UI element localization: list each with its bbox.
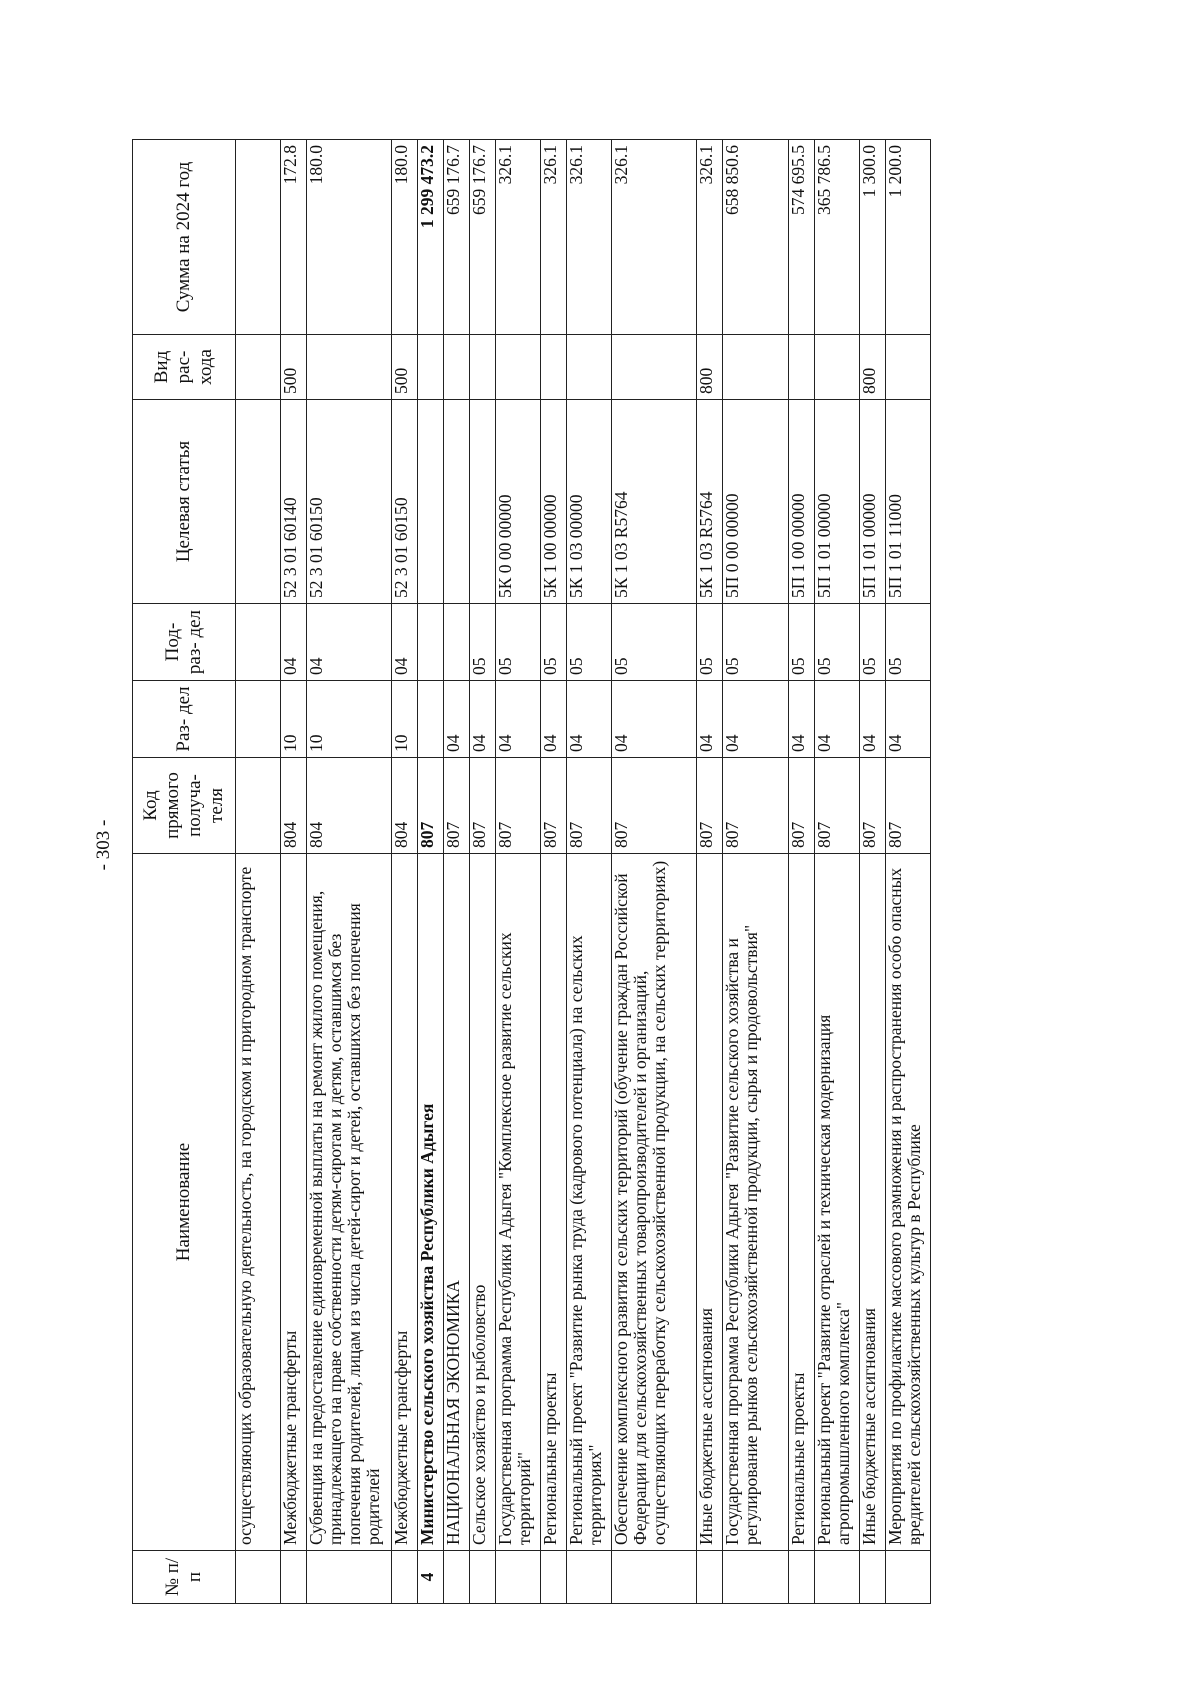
- cell-subsection: 05: [612, 604, 697, 681]
- cell-expense: [815, 335, 860, 400]
- cell-expense: [541, 335, 567, 400]
- table-body: [236, 140, 931, 1604]
- cell-name: Государственная программа Республики Адыгея "Комплексное развитие сельских территорий": [496, 854, 541, 1551]
- cell-section: 04: [541, 681, 567, 758]
- cell-subsection: 04: [307, 604, 392, 681]
- cell-recipient: 807: [612, 758, 697, 854]
- header-recipient: Код прямого получа- теля: [133, 758, 236, 854]
- cell-amount: 326.1: [697, 140, 723, 335]
- cell-num: [723, 1551, 789, 1604]
- cell-name: Сельское хозяйство и рыболовство: [470, 854, 496, 1551]
- cell-subsection: 05: [789, 604, 815, 681]
- cell-recipient: 807: [697, 758, 723, 854]
- cell-section: 10: [392, 681, 418, 758]
- table-row: [541, 140, 567, 1604]
- cell-subsection: [418, 604, 444, 681]
- cell-name: осуществляющих образовательную деятельность, на городском и пригородном транспорте: [236, 854, 281, 1551]
- cell-num: [496, 1551, 541, 1604]
- cell-section: 04: [496, 681, 541, 758]
- cell-num: [567, 1551, 612, 1604]
- cell-recipient: 807: [886, 758, 931, 854]
- cell-amount: 326.1: [541, 140, 567, 335]
- cell-section: [418, 681, 444, 758]
- cell-section: 04: [789, 681, 815, 758]
- table-row: [789, 140, 815, 1604]
- cell-subsection: 05: [723, 604, 789, 681]
- cell-target: [470, 400, 496, 604]
- cell-expense: [886, 335, 931, 400]
- cell-num: [444, 1551, 470, 1604]
- cell-expense: 500: [392, 335, 418, 400]
- cell-name: Межбюджетные трансферты: [281, 854, 307, 1551]
- cell-recipient: 807: [815, 758, 860, 854]
- cell-amount: 1 300.0: [860, 140, 886, 335]
- cell-amount: 365 786.5: [815, 140, 860, 335]
- table-row: [886, 140, 931, 1604]
- cell-name: Региональный проект "Развитие отраслей и техническая модернизация агропромышленного комплекса": [815, 854, 860, 1551]
- cell-section: 04: [723, 681, 789, 758]
- cell-name: Государственная программа Республики Адыгея "Развитие сельского хозяйства и регулирование рынков сельскохозяйственной продукции, сырья и продовольствия": [723, 854, 789, 1551]
- cell-amount: [236, 140, 281, 335]
- cell-amount: 326.1: [612, 140, 697, 335]
- header-expense: Вид рас- хода: [133, 335, 236, 400]
- cell-num: [815, 1551, 860, 1604]
- cell-name: НАЦИОНАЛЬНАЯ ЭКОНОМИКА: [444, 854, 470, 1551]
- cell-expense: [470, 335, 496, 400]
- cell-name: Обеспечение комплексного развития сельских территорий (обучение граждан Российской Федерации для сельскохозяйственных товаропроизводителей и организаций, осуществляющих переработку сельскохозяйственной продукции, на сельских территориях): [612, 854, 697, 1551]
- cell-recipient: 804: [307, 758, 392, 854]
- cell-section: 04: [697, 681, 723, 758]
- table-row: [470, 140, 496, 1604]
- cell-subsection: 05: [567, 604, 612, 681]
- cell-amount: 326.1: [567, 140, 612, 335]
- header-name: Наименование: [133, 854, 236, 1551]
- budget-table: [132, 139, 931, 1604]
- cell-name: Субвенция на предоставление единовременной выплаты на ремонт жилого помещения, принадлежащего на праве собственности детям-сиротам и детям, оставшимся без попечения родителей, лицам из числа детей-сирот и детей, оставшихся без попечения родителей: [307, 854, 392, 1551]
- header-row: [133, 140, 236, 1604]
- cell-expense: [567, 335, 612, 400]
- cell-section: 04: [470, 681, 496, 758]
- table-row: [723, 140, 789, 1604]
- cell-section: 04: [886, 681, 931, 758]
- cell-recipient: 807: [567, 758, 612, 854]
- cell-target: [418, 400, 444, 604]
- cell-expense: [789, 335, 815, 400]
- cell-name: Региональный проект "Развитие рынка труда (кадрового потенциала) на сельских территориях": [567, 854, 612, 1551]
- table-row: [612, 140, 697, 1604]
- cell-name: Межбюджетные трансферты: [392, 854, 418, 1551]
- cell-subsection: 04: [281, 604, 307, 681]
- cell-name: Иные бюджетные ассигнования: [697, 854, 723, 1551]
- cell-target: 5П 1 00 00000: [789, 400, 815, 604]
- cell-num: [697, 1551, 723, 1604]
- cell-name: Мероприятия по профилактике массового размножения и распространения особо опасных вредителей сельскохозяйственных культур в Республике: [886, 854, 931, 1551]
- header-amount: Сумма на 2024 год: [133, 140, 236, 335]
- cell-target: 5К 1 00 00000: [541, 400, 567, 604]
- budget-table-rotated: [132, 140, 1070, 1604]
- cell-target: 5П 0 00 00000: [723, 400, 789, 604]
- cell-expense: [236, 335, 281, 400]
- cell-expense: 500: [281, 335, 307, 400]
- table-row: [815, 140, 860, 1604]
- cell-name: Министерство сельского хозяйства Республики Адыгея: [418, 854, 444, 1551]
- header-subsection: Под- раз- дел: [133, 604, 236, 681]
- table-row: [307, 140, 392, 1604]
- table-row: [392, 140, 418, 1604]
- table-row: [418, 140, 444, 1604]
- cell-subsection: 05: [815, 604, 860, 681]
- cell-target: [444, 400, 470, 604]
- cell-expense: [612, 335, 697, 400]
- cell-subsection: 05: [860, 604, 886, 681]
- cell-subsection: 05: [697, 604, 723, 681]
- cell-num: [470, 1551, 496, 1604]
- cell-amount: 574 695.5: [789, 140, 815, 335]
- cell-target: 5К 1 03 R5764: [697, 400, 723, 604]
- cell-num: [886, 1551, 931, 1604]
- table-row: [236, 140, 281, 1604]
- cell-amount: 1 200.0: [886, 140, 931, 335]
- cell-subsection: [444, 604, 470, 681]
- cell-expense: [444, 335, 470, 400]
- cell-amount: 659 176.7: [444, 140, 470, 335]
- cell-section: [236, 681, 281, 758]
- cell-section: 04: [612, 681, 697, 758]
- cell-expense: [723, 335, 789, 400]
- cell-recipient: 807: [470, 758, 496, 854]
- cell-num: [612, 1551, 697, 1604]
- cell-section: 10: [281, 681, 307, 758]
- cell-num: [236, 1551, 281, 1604]
- page-number: - 303 -: [93, 819, 114, 871]
- cell-name: Региональные проекты: [789, 854, 815, 1551]
- cell-recipient: [236, 758, 281, 854]
- cell-expense: [418, 335, 444, 400]
- cell-section: 10: [307, 681, 392, 758]
- cell-num: [860, 1551, 886, 1604]
- cell-target: 5К 0 00 00000: [496, 400, 541, 604]
- cell-subsection: 04: [392, 604, 418, 681]
- cell-amount: 180.0: [392, 140, 418, 335]
- cell-num: [307, 1551, 392, 1604]
- cell-target: 5П 1 01 11000: [886, 400, 931, 604]
- cell-recipient: 807: [860, 758, 886, 854]
- cell-name: Иные бюджетные ассигнования: [860, 854, 886, 1551]
- cell-num: [541, 1551, 567, 1604]
- cell-target: 52 3 01 60150: [307, 400, 392, 604]
- cell-subsection: 05: [470, 604, 496, 681]
- cell-recipient: 807: [496, 758, 541, 854]
- table-row: [860, 140, 886, 1604]
- table-row: [444, 140, 470, 1604]
- cell-amount: 1 299 473.2: [418, 140, 444, 335]
- cell-subsection: [236, 604, 281, 681]
- table-row: [567, 140, 612, 1604]
- cell-subsection: 05: [496, 604, 541, 681]
- cell-amount: 172.8: [281, 140, 307, 335]
- table-row: [496, 140, 541, 1604]
- cell-subsection: 05: [886, 604, 931, 681]
- cell-recipient: 807: [723, 758, 789, 854]
- table-row: [697, 140, 723, 1604]
- cell-expense: 800: [697, 335, 723, 400]
- cell-target: 5К 1 03 00000: [567, 400, 612, 604]
- cell-target: 52 3 01 60140: [281, 400, 307, 604]
- cell-recipient: 804: [281, 758, 307, 854]
- cell-section: 04: [860, 681, 886, 758]
- table-row: [281, 140, 307, 1604]
- cell-target: 5П 1 01 00000: [815, 400, 860, 604]
- cell-recipient: 807: [541, 758, 567, 854]
- cell-recipient: 807: [444, 758, 470, 854]
- header-target: Целевая статья: [133, 400, 236, 604]
- header-section: Раз- дел: [133, 681, 236, 758]
- cell-num: [789, 1551, 815, 1604]
- cell-expense: [496, 335, 541, 400]
- cell-target: 5П 1 01 00000: [860, 400, 886, 604]
- cell-amount: 180.0: [307, 140, 392, 335]
- cell-expense: [307, 335, 392, 400]
- cell-section: 04: [815, 681, 860, 758]
- cell-num: 4: [418, 1551, 444, 1604]
- cell-recipient: 804: [392, 758, 418, 854]
- cell-section: 04: [567, 681, 612, 758]
- cell-section: 04: [444, 681, 470, 758]
- cell-target: 5К 1 03 R5764: [612, 400, 697, 604]
- cell-amount: 659 176.7: [470, 140, 496, 335]
- cell-target: [236, 400, 281, 604]
- cell-amount: 658 850.6: [723, 140, 789, 335]
- cell-amount: 326.1: [496, 140, 541, 335]
- cell-recipient: 807: [789, 758, 815, 854]
- cell-num: [392, 1551, 418, 1604]
- header-num: № п/п: [133, 1551, 236, 1604]
- cell-num: [281, 1551, 307, 1604]
- cell-subsection: 05: [541, 604, 567, 681]
- cell-expense: 800: [860, 335, 886, 400]
- cell-target: 52 3 01 60150: [392, 400, 418, 604]
- cell-name: Региональные проекты: [541, 854, 567, 1551]
- cell-recipient: 807: [418, 758, 444, 854]
